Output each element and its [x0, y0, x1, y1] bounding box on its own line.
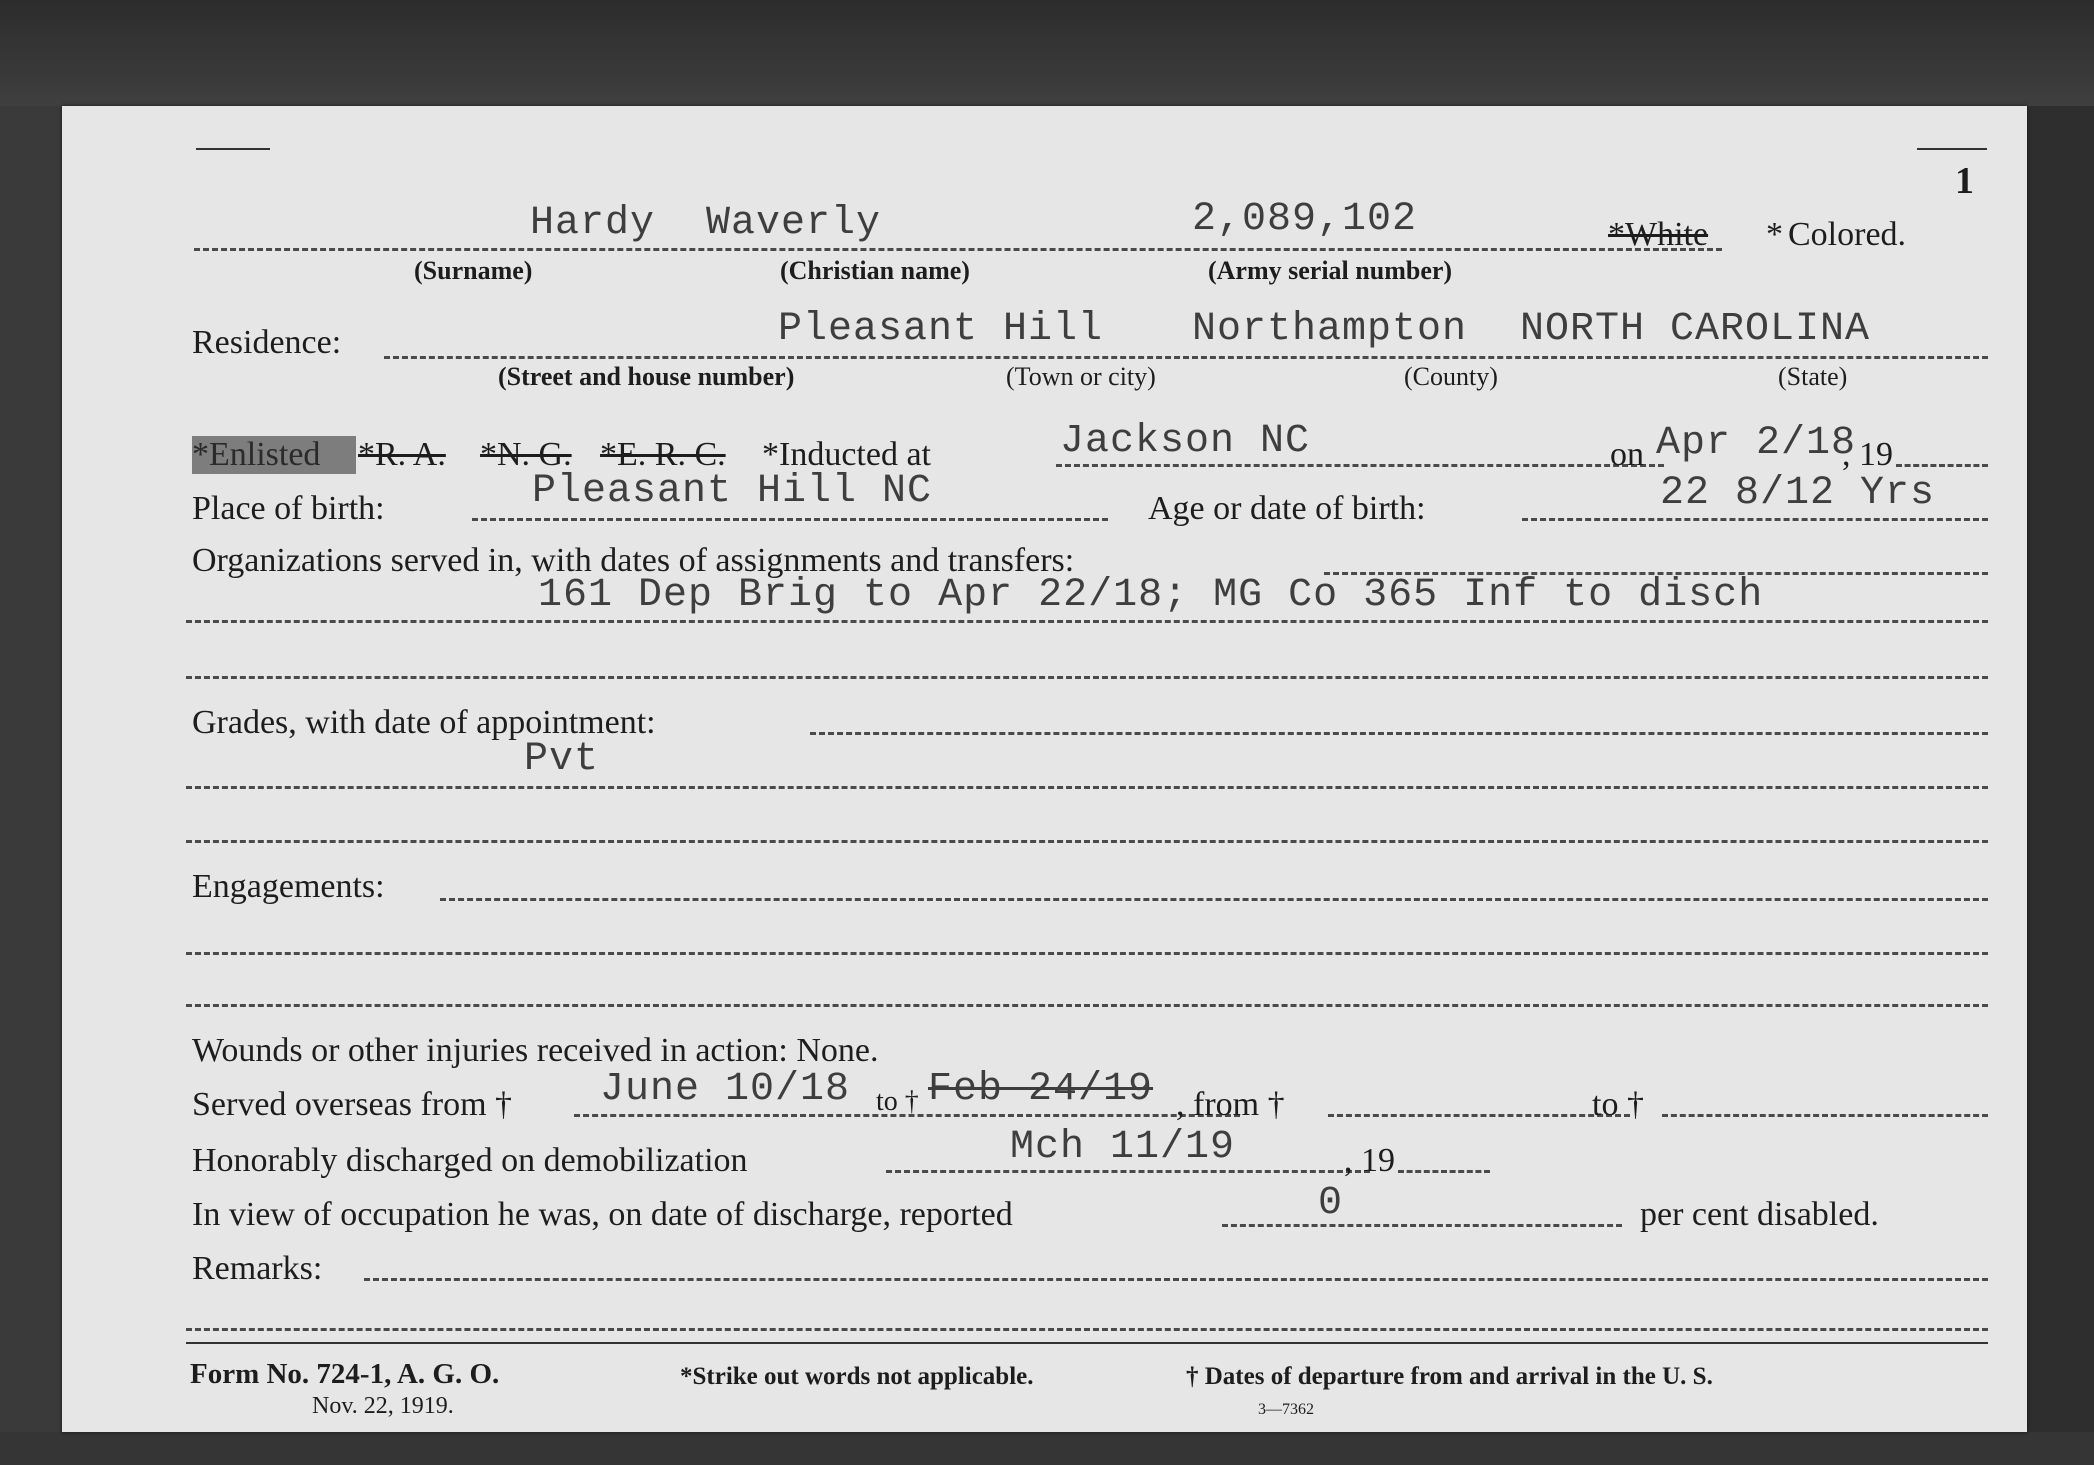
discharge-label: Honorably discharged on demobilization [192, 1142, 748, 1179]
inducted-place-value: Jackson NC [1060, 419, 1311, 464]
remarks-label: Remarks: [192, 1250, 323, 1287]
engagements-line-0 [440, 898, 1988, 901]
corner-mark-left [196, 148, 270, 150]
colored-star: * [1766, 216, 1783, 253]
form-number: Form No. 724-1, A. G. O. [190, 1358, 500, 1390]
discharge-year-line [1398, 1170, 1490, 1173]
on-label: on [1610, 436, 1644, 473]
grades-label: Grades, with date of appointment: [192, 704, 656, 741]
serial-number-value: 2,089,102 [1192, 197, 1418, 242]
discharge-date-value: Mch 11/19 [1010, 1125, 1236, 1170]
grades-value: Pvt [524, 737, 600, 782]
age-line [1522, 518, 1988, 521]
state-caption: (State) [1778, 362, 1848, 391]
discharge-line [886, 1170, 1370, 1173]
white-label: *White [1608, 216, 1709, 253]
discharge-year-suffix: , 19 [1344, 1142, 1395, 1179]
record-card [62, 106, 2027, 1432]
residence-town-value: Pleasant Hill [778, 307, 1104, 352]
overseas-to2-line [1662, 1114, 1988, 1117]
overseas-to2: to † [1592, 1086, 1644, 1123]
corner-mark-right [1917, 148, 1987, 150]
organizations-line-2 [186, 676, 1988, 679]
erc-label: *E. R. C. [600, 436, 726, 473]
street-caption: (Street and house number) [498, 362, 795, 391]
surname-caption: (Surname) [414, 256, 533, 285]
surname-value: Hardy [530, 201, 656, 246]
overseas-label: Served overseas from † [192, 1086, 513, 1123]
footer-rule [186, 1342, 1988, 1344]
background-top [0, 0, 2094, 106]
ng-label: *N. G. [480, 436, 572, 473]
place-of-birth-label: Place of birth: [192, 490, 385, 527]
inducted-year-line [1896, 464, 1988, 467]
remarks-line-1 [186, 1328, 1988, 1331]
town-caption: (Town or city) [1006, 362, 1156, 391]
residence-label: Residence: [192, 324, 342, 361]
serial-caption: (Army serial number) [1208, 256, 1453, 285]
county-caption: (County) [1404, 362, 1498, 391]
inducted-label: *Inducted at [762, 436, 931, 473]
printer-code: 3—7362 [1258, 1401, 1314, 1418]
engagements-label: Engagements: [192, 868, 385, 905]
organizations-value: 161 Dep Brig to Apr 22/18; MG Co 365 Inf to disch [538, 573, 1764, 618]
card-number: 1 [1955, 160, 1974, 202]
residence-county-value: Northampton [1192, 307, 1468, 352]
ra-label: *R. A. [358, 436, 446, 473]
inducted-year-suffix: , 19 [1842, 436, 1893, 473]
disability-label: In view of occupation he was, on date of discharge, reported [192, 1196, 1013, 1233]
disability-line [1222, 1224, 1622, 1227]
enlisted-label: *Enlisted [192, 436, 321, 473]
grades-line-0 [810, 732, 1988, 735]
remarks-line-0 [364, 1278, 1988, 1281]
form-date: Nov. 22, 1919. [312, 1393, 454, 1419]
overseas-to-mark: to † [876, 1086, 919, 1117]
residence-state-value: NORTH CAROLINA [1520, 307, 1871, 352]
organizations-line-1 [186, 620, 1988, 623]
overseas-from-value: June 10/18 [600, 1067, 851, 1112]
dates-note: † Dates of departure from and arrival in the U. S. [1186, 1363, 1713, 1390]
overseas-from2: , from † [1176, 1086, 1285, 1123]
inducted-date-value: Apr 2/18 [1656, 421, 1857, 466]
grades-line-2 [186, 840, 1988, 843]
place-of-birth-value: Pleasant Hill NC [532, 469, 933, 514]
christian-name-value: Waverly [706, 201, 882, 246]
grades-line-1 [186, 786, 1988, 789]
place-of-birth-line [472, 518, 1108, 521]
engagements-line-2 [186, 1004, 1988, 1007]
name-line [194, 248, 1722, 251]
christian-caption: (Christian name) [780, 256, 970, 285]
background-bottom [0, 1432, 2094, 1465]
age-value: 22 8/12 Yrs [1660, 471, 1936, 516]
background-right [2027, 106, 2094, 1432]
overseas-from2-line [1328, 1114, 1630, 1117]
inducted-line [1056, 464, 1664, 467]
overseas-to-value: Feb 24/19 [928, 1067, 1154, 1112]
engagements-line-1 [186, 952, 1988, 955]
colored-label: Colored. [1788, 216, 1907, 253]
strike-note: *Strike out words not applicable. [680, 1363, 1034, 1390]
age-label: Age or date of birth: [1148, 490, 1426, 527]
residence-line [384, 356, 1988, 359]
disability-value: 0 [1318, 1181, 1344, 1226]
organizations-label: Organizations served in, with dates of assignments and transfers: [192, 542, 1075, 579]
wounds-text: Wounds or other injuries received in action: None. [192, 1032, 879, 1069]
disability-suffix: per cent disabled. [1640, 1196, 1879, 1233]
